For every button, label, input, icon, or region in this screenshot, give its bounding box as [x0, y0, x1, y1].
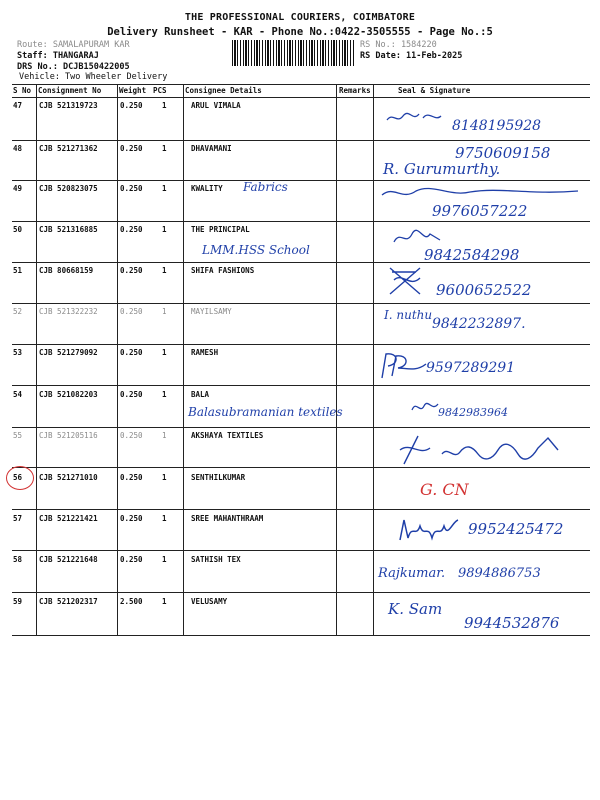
- row-sno: 54: [13, 390, 23, 399]
- row-weight: 2.500: [120, 597, 143, 606]
- handwritten-signature: [398, 432, 568, 468]
- row-consignment: CJB 80668159: [39, 266, 94, 275]
- row-sno: 52: [13, 307, 23, 316]
- red-circle-mark: [6, 466, 34, 490]
- handwritten-phone: 9894886753: [458, 566, 541, 581]
- row-sno: 47: [13, 101, 23, 110]
- row-sno: 55: [13, 431, 23, 440]
- handwritten-note: Fabrics: [243, 180, 288, 194]
- handwritten-name: I. nuthu: [384, 308, 433, 322]
- row-consignment: CJB 521271010: [39, 473, 98, 482]
- row-weight: 0.250: [120, 184, 143, 193]
- row-pcs: 1: [162, 307, 167, 316]
- row-weight: 0.250: [120, 225, 143, 234]
- drs-number: DRS No.: DCJB150422005: [17, 62, 130, 72]
- col-divider: [36, 84, 37, 636]
- row-pcs: 1: [162, 348, 167, 357]
- handwritten-name: Rajkumar.: [378, 566, 446, 581]
- handwritten-phone: 9944532876: [464, 614, 560, 632]
- row-pcs: 1: [162, 514, 167, 523]
- row-consignee: SENTHILKUMAR: [191, 473, 246, 482]
- col-divider: [336, 84, 337, 636]
- col-remarks: Remarks: [339, 86, 371, 95]
- handwritten-name: R. Gurumurthy.: [383, 160, 501, 178]
- row-consignment: CJB 521279092: [39, 348, 98, 357]
- col-weight: Weight: [119, 86, 147, 95]
- row-consignee: DHAVAMANI: [191, 144, 232, 153]
- handwritten-phone: 8148195928: [452, 118, 542, 134]
- row-weight: 0.250: [120, 473, 143, 482]
- row-consignment: CJB 521202317: [39, 597, 98, 606]
- barcode: [232, 40, 354, 66]
- handwritten-signature: [386, 264, 426, 298]
- row-weight: 0.250: [120, 348, 143, 357]
- company-title: THE PROFESSIONAL COURIERS, COIMBATORE: [184, 12, 416, 23]
- handwritten-signature: [376, 350, 430, 382]
- row-weight: 0.250: [120, 514, 143, 523]
- row-consignment: CJB 520823075: [39, 184, 98, 193]
- row-consignee: SREE MAHANTHRAAM: [191, 514, 264, 523]
- col-divider: [117, 84, 118, 636]
- handwritten-mark: G. CN: [420, 480, 469, 499]
- row-consignee: BALA: [191, 390, 210, 399]
- row-sno: 53: [13, 348, 23, 357]
- row-consignment: CJB 521322232: [39, 307, 98, 316]
- handwritten-phone: 9952425472: [468, 520, 564, 538]
- row-consignment: CJB 521221421: [39, 514, 98, 523]
- handwritten-phone: 9842983964: [438, 406, 508, 419]
- row-sno: 59: [13, 597, 23, 606]
- handwritten-note: Balasubramanian textiles: [188, 405, 343, 419]
- row-consignee: ARUL VIMALA: [191, 101, 241, 110]
- row-consignment: CJB 521316885: [39, 225, 98, 234]
- col-divider: [373, 84, 374, 636]
- row-consignment: CJB 521271362: [39, 144, 98, 153]
- row-weight: 0.250: [120, 144, 143, 153]
- row-consignment: CJB 521319723: [39, 101, 98, 110]
- row-weight: 0.250: [120, 266, 143, 275]
- handwritten-phone: 9750609158: [455, 144, 551, 162]
- row-weight: 0.250: [120, 307, 143, 316]
- row-consignee: KWALITY: [191, 184, 223, 193]
- row-weight: 0.250: [120, 101, 143, 110]
- row-consignee: AKSHAYA TEXTILES: [191, 431, 264, 440]
- handwritten-phone: 9842584298: [424, 246, 520, 264]
- col-sno: S No: [13, 86, 32, 95]
- col-signature: Seal & Signature: [398, 86, 471, 95]
- row-pcs: 1: [162, 225, 167, 234]
- handwritten-note: LMM.HSS School: [202, 243, 310, 257]
- row-pcs: 1: [162, 101, 167, 110]
- row-pcs: 1: [162, 390, 167, 399]
- row-consignee: THE PRINCIPAL: [191, 225, 250, 234]
- row-sno: 58: [13, 555, 23, 564]
- staff-label: Staff: THANGARAJ: [17, 51, 99, 61]
- handwritten-phone: 9597289291: [426, 360, 516, 376]
- row-sno: 56: [13, 473, 23, 482]
- row-pcs: 1: [162, 597, 167, 606]
- row-consignment: CJB 521082203: [39, 390, 98, 399]
- table-header-border: [12, 97, 590, 98]
- handwritten-phone: 9976057222: [432, 202, 528, 220]
- row-sno: 50: [13, 225, 23, 234]
- col-consignee: Consignee Details: [185, 86, 262, 95]
- row-pcs: 1: [162, 144, 167, 153]
- rs-date: RS Date: 11-Feb-2025: [360, 51, 463, 61]
- row-consignee: MAYILSAMY: [191, 307, 232, 316]
- col-divider: [183, 84, 184, 636]
- rs-number: RS No.: 1584220: [360, 40, 437, 50]
- handwritten-signature: [392, 228, 442, 248]
- row-sno: 57: [13, 514, 23, 523]
- handwritten-signature: [385, 108, 445, 128]
- handwritten-phone: 9842232897.: [432, 316, 526, 332]
- row-consignment: CJB 521221648: [39, 555, 98, 564]
- handwritten-signature: [396, 514, 466, 544]
- row-sno: 51: [13, 266, 23, 275]
- handwritten-signature: [410, 398, 440, 416]
- row-consignee: SHIFA FASHIONS: [191, 266, 255, 275]
- row-consignee: SATHISH TEX: [191, 555, 241, 564]
- row-pcs: 1: [162, 555, 167, 564]
- row-pcs: 1: [162, 431, 167, 440]
- row-weight: 0.250: [120, 390, 143, 399]
- row-consignment: CJB 521205116: [39, 431, 98, 440]
- row-weight: 0.250: [120, 555, 143, 564]
- row-weight: 0.250: [120, 431, 143, 440]
- handwritten-phone: 9600652522: [436, 281, 532, 299]
- row-consignee: VELUSAMY: [191, 597, 228, 606]
- row-pcs: 1: [162, 184, 167, 193]
- row-consignee: RAMESH: [191, 348, 219, 357]
- table-top-border: [12, 84, 590, 85]
- row-pcs: 1: [162, 266, 167, 275]
- route-label: Route: SAMALAPURAM KAR: [17, 40, 130, 50]
- row-pcs: 1: [162, 473, 167, 482]
- row-sno: 49: [13, 184, 23, 193]
- row-sno: 48: [13, 144, 23, 153]
- runsheet-title: Delivery Runsheet - KAR - Phone No.:0422-3505555 - Page No.:5: [107, 26, 493, 38]
- handwritten-name: K. Sam: [388, 600, 443, 618]
- col-consignment: Consignment No: [38, 86, 102, 95]
- handwritten-signature: [380, 183, 580, 203]
- vehicle-label: Vehicle: Two Wheeler Delivery: [19, 72, 168, 82]
- col-pcs: PCS: [153, 86, 167, 95]
